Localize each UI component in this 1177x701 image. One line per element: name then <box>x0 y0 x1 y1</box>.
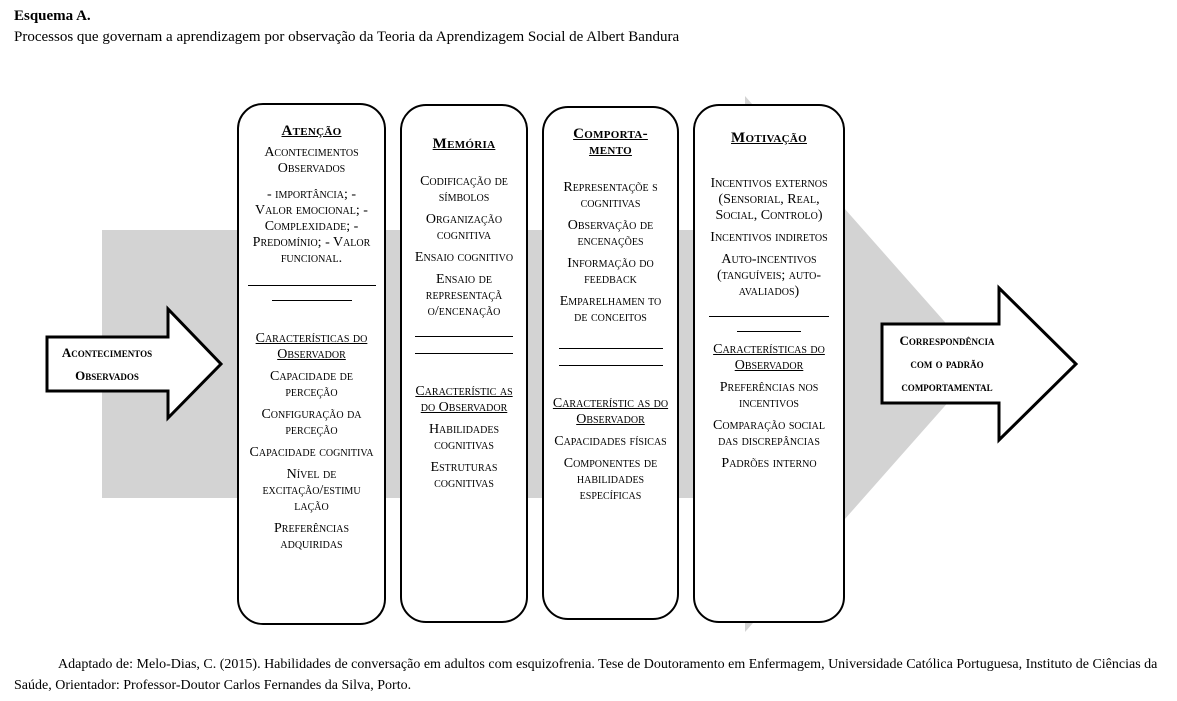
heading-comportamento: Comporta- mento <box>573 126 648 158</box>
divider <box>415 336 513 337</box>
item: Padrões interno <box>721 456 817 471</box>
sub-heading: Características do Observador <box>255 331 368 362</box>
divider <box>415 353 513 354</box>
sub-heading: Características do Observador <box>713 342 825 373</box>
input-arrow-label: Acontecimentos Observados <box>61 345 153 383</box>
item: Organização cognitiva <box>425 212 503 243</box>
item: Representaçõe s cognitivas <box>563 180 658 211</box>
figure-subtitle: Processos que governam a aprendizagem por observação da Teoria da Aprendizagem Social de Albert Bandura <box>14 29 680 45</box>
divider <box>559 365 663 366</box>
item: Codificação de símbolos <box>420 174 508 205</box>
item: Auto-incentivos (tanguíveis; auto-avaliados) <box>716 252 822 299</box>
item: - importância; - Valor emocional; - Complexidade; - Predomínio; - Valor funcional. <box>252 187 371 266</box>
divider <box>248 285 376 286</box>
item: Componentes de habilidades específicas <box>563 456 658 503</box>
item: Configuração da perceção <box>261 407 362 438</box>
item: Ensaio cognitivo <box>414 250 514 265</box>
item: Ensaio de representaçã o/encenação <box>425 272 503 319</box>
item: Estruturas cognitivas <box>430 460 498 491</box>
divider <box>709 316 829 317</box>
divider <box>737 331 801 332</box>
sub-heading: Característic as do Observador <box>552 396 669 427</box>
item: Habilidades cognitivas <box>428 422 500 453</box>
box-atencao <box>237 103 386 625</box>
item: Emparelhamen to de conceitos <box>559 294 662 325</box>
figure-title: Esquema A. <box>14 8 91 24</box>
output-arrow-label: Correspondência com o padrão comportamental <box>899 333 995 394</box>
box-memoria <box>400 104 528 623</box>
item: Incentivos indiretos <box>710 230 828 245</box>
heading-motivacao: Motivação <box>731 130 807 146</box>
item: Capacidade de perceção <box>269 369 354 400</box>
sub-heading: Característic as do Observador <box>415 384 513 415</box>
heading-atencao: Atenção <box>281 123 342 139</box>
item: Preferências nos incentivos <box>719 380 819 411</box>
item: Capacidade cognitiva <box>249 445 374 460</box>
item: Observação de encenações <box>567 218 654 249</box>
footnote: Adaptado de: Melo-Dias, C. (2015). Habilidades de conversação em adultos com esquizofrenia. Tese de Doutoramento em Enfermagem, Universidade Católica Portuguesa, Instituto de Ciências da Saúde, Orientador: Professor-Doutor Carlos Fernandes da Silva, Porto. <box>14 657 1158 693</box>
item: Capacidades físicas <box>554 434 667 449</box>
item: Acontecimentos Observados <box>264 145 359 176</box>
box-comportamento <box>542 106 679 620</box>
item: Nível de excitação/estimu lação <box>262 467 361 514</box>
box-motivacao <box>693 104 845 623</box>
item: Comparação social das discrepâncias <box>713 418 825 449</box>
divider <box>272 300 352 301</box>
divider <box>559 348 663 349</box>
item: Preferências adquiridas <box>273 521 350 552</box>
item: Informação do feedback <box>567 256 654 287</box>
heading-memoria: Memória <box>432 136 496 152</box>
item: Incentivos externos (Sensorial, Real, Social, Controlo) <box>710 176 828 223</box>
